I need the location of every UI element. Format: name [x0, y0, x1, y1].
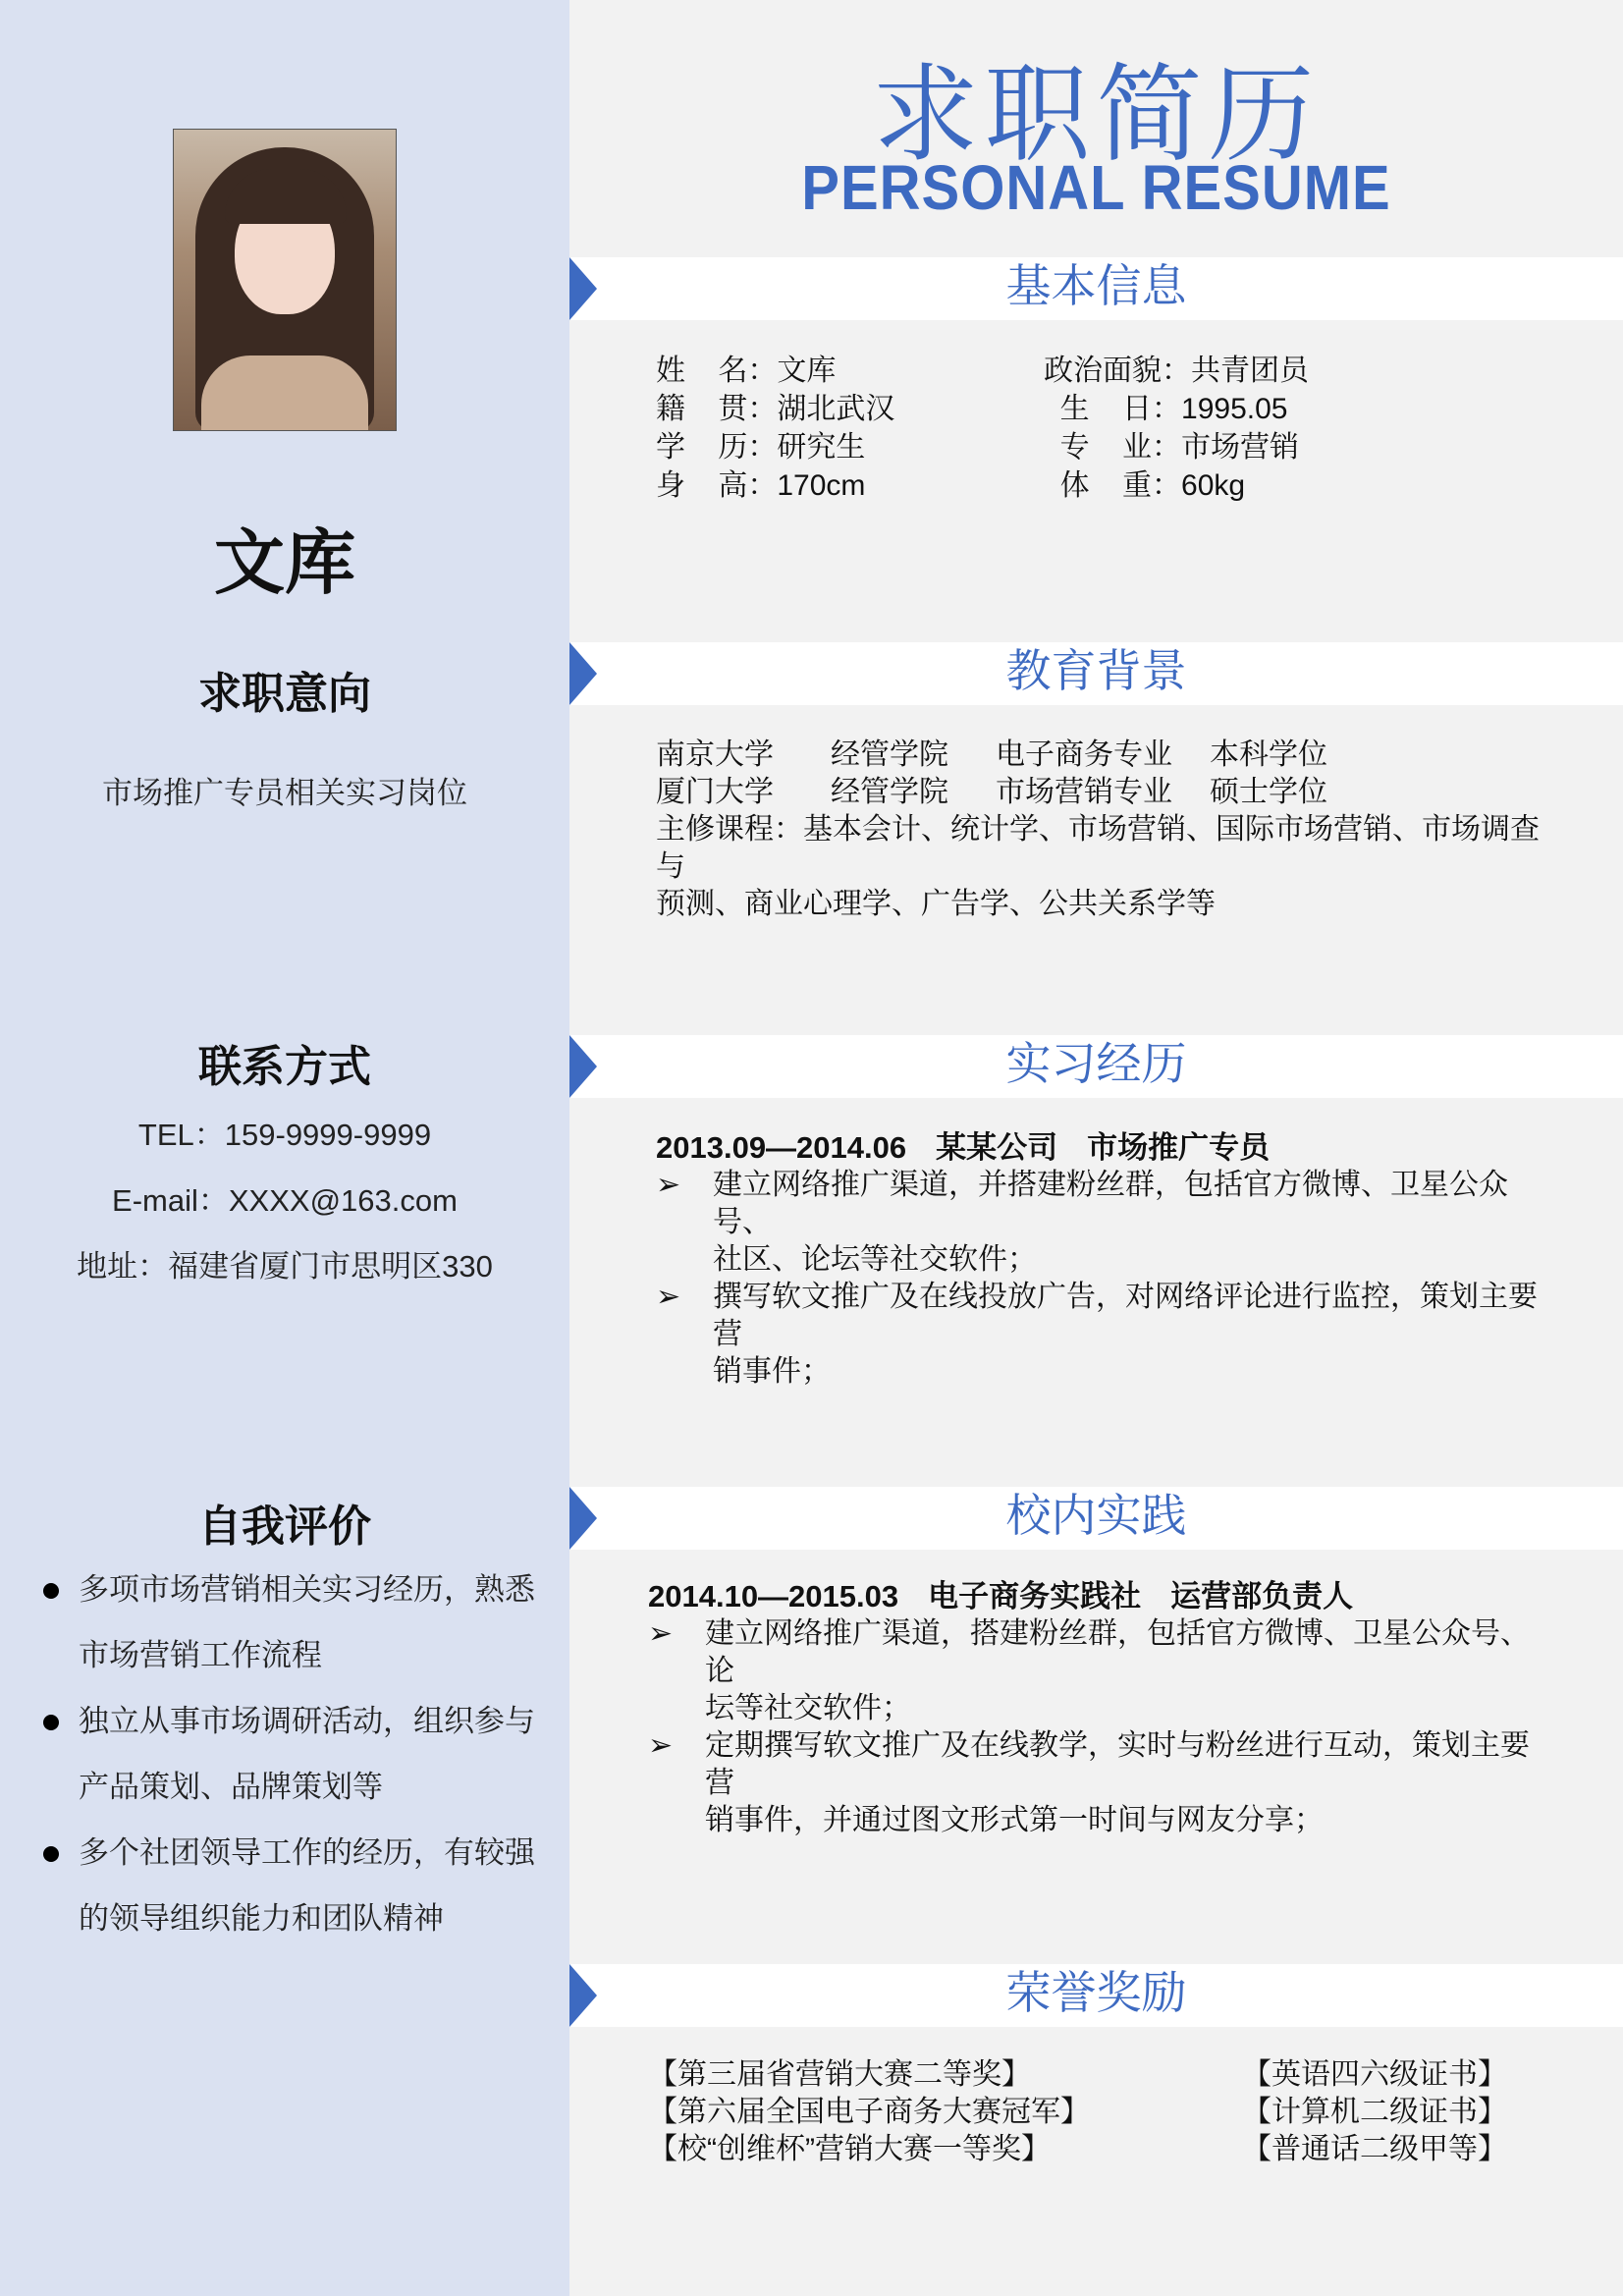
arrow-bullet-icon: ➢ [648, 1729, 674, 1762]
honors-left [648, 2056, 1090, 2168]
list-item: 独立从事市场调研活动，组织参与 产品策划、品牌策划等 [39, 1688, 540, 1820]
list-item: ➢ 建立网络推广渠道，并搭建粉丝群，包括官方微博、卫星公众号、 社区、论坛等社交软件； [656, 1169, 1508, 1276]
contact-email: E-mail：XXXX@163.com [112, 1183, 458, 1218]
section-header-education: 教育背景 [569, 642, 1623, 705]
arrow-bullet-icon: ➢ [648, 1617, 674, 1650]
education-row: 厦门大学 经管学院 市场营销专业 硕士学位 [656, 776, 1327, 808]
honor-item: 【英语四六级证书】 [1242, 2058, 1507, 2091]
arrow-bullet-icon: ➢ [656, 1169, 681, 1201]
section-header-internship: 实习经历 [569, 1035, 1623, 1098]
honor-item: 【第六届全国电子商务大赛冠军】 [648, 2096, 1090, 2128]
education-row: 南京大学 经管学院 电子商务专业 本科学位 [656, 738, 1327, 771]
honor-item: 【校“创维杯”营销大赛一等奖】 [648, 2133, 1051, 2165]
education-list [656, 737, 1559, 923]
honor-item: 【普通话二级甲等】 [1242, 2133, 1507, 2165]
honor-item: 【计算机二级证书】 [1242, 2096, 1507, 2128]
section-header-campus: 校内实践 [569, 1487, 1623, 1550]
page-subtitle: PERSONAL RESUME [801, 152, 1391, 224]
basic-info-right: 政治面貌：共青团员 生 日：1995.05 专 业：市场营销 体 重：60kg [1044, 355, 1309, 502]
list-item: ➢ 建立网络推广渠道，搭建粉丝群，包括官方微博、卫星公众号、论 坛等社交软件； [648, 1617, 1530, 1724]
section-header-honors: 荣誉奖励 [569, 1964, 1623, 2027]
internship-header: 2013.09—2014.06 某某公司 市场推广专员 [656, 1130, 1271, 1165]
list-item: ➢ 定期撰写软文推广及在线教学，实时与粉丝进行互动，策划主要营 销事件，并通过图文形式第一时间与网友分享； [648, 1729, 1530, 1836]
courses-text: 主修课程：基本会计、统计学、市场营销、国际市场营销、市场调查与 预测、商业心理学、广告学、公共关系学等 [656, 813, 1540, 920]
intent-text: 市场推广专员相关实习岗位 [102, 776, 467, 810]
page-title: 求职简历 [872, 55, 1321, 174]
honors-right [1242, 2056, 1507, 2168]
self-eval-list [39, 1557, 540, 1951]
basic-info-left: 姓 名：文库 籍 贯：湖北武汉 学 历：研究生 身 高：170cm [656, 355, 895, 502]
self-eval-heading: 自我评价 [198, 1503, 371, 1551]
bullet-icon [43, 1846, 59, 1862]
bullet-icon [43, 1715, 59, 1730]
honor-item: 【第三届省营销大赛二等奖】 [648, 2058, 1031, 2091]
contact-address: 地址：福建省厦门市思明区330 [77, 1249, 493, 1284]
internship-entry [656, 1129, 1540, 1391]
contact-heading: 联系方式 [198, 1043, 371, 1091]
profile-photo [173, 129, 397, 431]
arrow-bullet-icon: ➢ [656, 1281, 681, 1313]
contact-phone: TEL：159-9999-9999 [137, 1118, 432, 1152]
campus-entry [648, 1578, 1532, 1839]
list-item: ➢ 撰写软文推广及在线投放广告，对网络评论进行监控，策划主要营 销事件； [656, 1281, 1538, 1388]
section-header-basic: 基本信息 [569, 257, 1623, 320]
list-item: 多项市场营销相关实习经历，熟悉 市场营销工作流程 [39, 1557, 540, 1688]
bullet-icon [43, 1583, 59, 1599]
candidate-name: 文库 [213, 524, 355, 603]
intent-heading: 求职意向 [198, 670, 371, 718]
campus-header: 2014.10—2015.03 电子商务实践社 运营部负责人 [648, 1579, 1354, 1613]
list-item: 多个社团领导工作的经历，有较强 的领导组织能力和团队精神 [39, 1820, 540, 1951]
